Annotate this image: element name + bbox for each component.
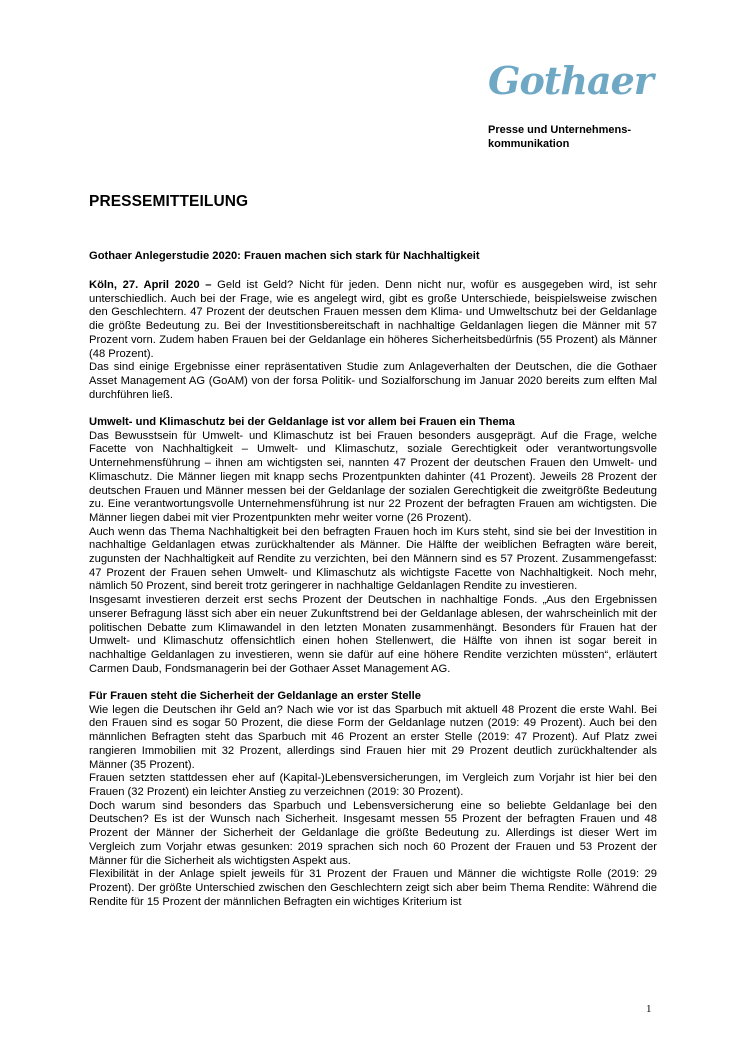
logo-wordmark: Gothaer xyxy=(488,58,653,103)
dateline: Köln, 27. April 2020 – xyxy=(89,279,212,291)
section-2-paragraph-4: Flexibilität in der Anlage spielt jeweils für 31 Prozent der Frauen und Männer die wichtigste Rolle (2019: 29 Prozent). Der größte Unterschied zwischen den Geschlechtern zeigt sich aber beim Thema Rendite: Während die Rendite für 15 Prozent der männlichen Befragten ein wichtiges Kriterium ist xyxy=(89,868,657,908)
section-1-paragraph-1: Das Bewusstsein für Umwelt- und Klimaschutz ist bei Frauen besonders ausgeprägt. Auf die Frage, welche Facette von Nachhaltigkeit – Umwelt- und Klimaschutz, soziale Gerechtigkeit oder verantwortungsvolle Unternehmensführung – ihnen am wichtigsten sei, nannten 47 Prozent der deutschen Frauen den Umwelt- und Klimaschutz. Die Männer liegen mit knapp sechs Prozentpunkten dahinter (41 Prozent). Jeweils 28 Prozent der deutschen Frauen und Männer messen bei der Geldanlage der sozialen Gerechtigkeit die zweitgrößte Bedeutung zu. Eine verantwortungsvolle Unternehmensführung ist nur 22 Prozent der befragten Frauen am wichtigsten. Die Männer liegen dabei mit vier Prozentpunkten mehr weiter vorne (26 Prozent). xyxy=(89,429,657,524)
press-release-body xyxy=(89,279,657,909)
intro-paragraph xyxy=(89,279,657,361)
section-2-paragraph-3: Doch warum sind besonders das Sparbuch und Lebensversicherung eine so beliebte Geldanlage bei den Deutschen? Es ist der Wunsch nach Sicherheit. Insgesamt messen 55 Prozent der befragten Frauen und 48 Prozent der Männer der Sicherheit der Geldanlage die größte Bedeutung zu. Allerdings ist dieser Wert im Vergleich zum Vorjahr etwas gesunken: 2019 sprachen sich noch 60 Prozent der Frauen und 53 Prozent der Männer für die Sicherheit als wichtigsten Aspekt aus. xyxy=(89,799,657,867)
section-2-heading: Für Frauen steht die Sicherheit der Geldanlage an erster Stelle xyxy=(89,690,421,703)
page-number: 1 xyxy=(646,1003,652,1015)
intro-text: Geld ist Geld? Nicht für jeden. Denn nicht nur, wofür es ausgegeben wird, ist sehr unterschiedlich. Auch bei der Frage, wie es angelegt wird, gibt es große Unterschiede, beispielsweise zwischen den Geschlechtern. 47 Prozent der deutschen Frauen messen dem Klima- und Umweltschutz bei der Geldanlage die größte Bedeutung zu. Bei der Investitionsbereitschaft in nachhaltige Geldanlagen liegen die Männer mit 57 Prozent vorn. Zudem haben Frauen bei der Geldanlage ein höheres Sicherheitsbedürfnis (55 Prozent) als Männer (48 Prozent). xyxy=(89,279,657,360)
section-1-paragraph-3: Insgesamt investieren derzeit erst sechs Prozent der Deutschen in nachhaltige Fonds. „Aus den Ergebnissen unserer Befragung lässt sich aber ein neuer Zukunftstrend bei der Geldanlage ablesen, der wahrscheinlich mit der politischen Debatte zum Klimawandel in den letzten Monaten zusammenhängt. Besonders für Frauen hat der Umwelt- und Klimaschutz offensichtlich einen hohen Stellenwert, die Hälfte von ihnen ist sogar bereit in nachhaltige Geldanlagen zu investieren, wenn sie dafür auf eine höhere Rendite verzichten müssten“, erläutert Carmen Daub, Fondsmanagerin bei der Gothaer Asset Management AG. xyxy=(89,594,657,675)
department-line-1: Presse und Unternehmens- xyxy=(488,124,632,136)
department-label xyxy=(488,123,631,151)
section-2-paragraph-1: Wie legen die Deutschen ihr Geld an? Nach wie vor ist das Sparbuch mit aktuell 48 Prozent die erste Wahl. Bei den Frauen sind es sogar 50 Prozent, die diese Form der Geldanlage nutzen (2019: 49 Prozent). Auch bei den männlichen Befragten steht das Sparbuch mit 46 Prozent an erster Stelle (2019: 47 Prozent). Auf Platz zwei rangieren Immobilien mit 32 Prozent, allerdings sind Frauen hier mit 29 Prozent deutlich zurückhaltender als Männer (35 Prozent). xyxy=(89,703,657,771)
section-1-heading: Umwelt- und Klimaschutz bei der Geldanlage ist vor allem bei Frauen ein Thema xyxy=(89,416,515,429)
page-title: PRESSEMITTEILUNG xyxy=(89,193,249,210)
department-line-2: kommunikation xyxy=(488,138,570,150)
section-2-paragraph-2: Frauen setzten stattdessen eher auf (Kapital-)Lebensversicherungen, im Vergleich zum Vorjahr ist hier bei den Frauen (32 Prozent) ein leichter Anstieg zu verzeichnen (2019: 30 Prozent). xyxy=(89,772,657,798)
intro-paragraph-2: Das sind einige Ergebnisse einer repräsentativen Studie zum Anlageverhalten der Deutschen, die die Gothaer Asset Management AG (GoAM) von der forsa Politik- und Sozialforschung im Januar 2020 bereits zum elften Mal durchführen ließ. xyxy=(89,361,657,401)
press-release-subtitle: Gothaer Anlegerstudie 2020: Frauen machen sich stark für Nachhaltigkeit xyxy=(89,250,480,262)
gothaer-logo xyxy=(486,54,653,106)
section-1-paragraph-2: Auch wenn das Thema Nachhaltigkeit bei den befragten Frauen hoch im Kurs steht, sind sie bei der Investition in nachhaltige Geldanlagen etwas zurückhaltender als Männer. Die Hälfte der weiblichen Befragten wäre bereit, zugunsten der Nachhaltigkeit auf Rendite zu verzichten, bei den Männern sind es 57 Prozent. Zusammengefasst: 47 Prozent der Frauen sehen Umwelt- und Klimaschutz als wichtigste Facette von Nachhaltigkeit. Noch mehr, nämlich 50 Prozent, sind bereit trotz geringerer in nachhaltige Geldanlagen Rendite zu investieren. xyxy=(89,525,657,593)
